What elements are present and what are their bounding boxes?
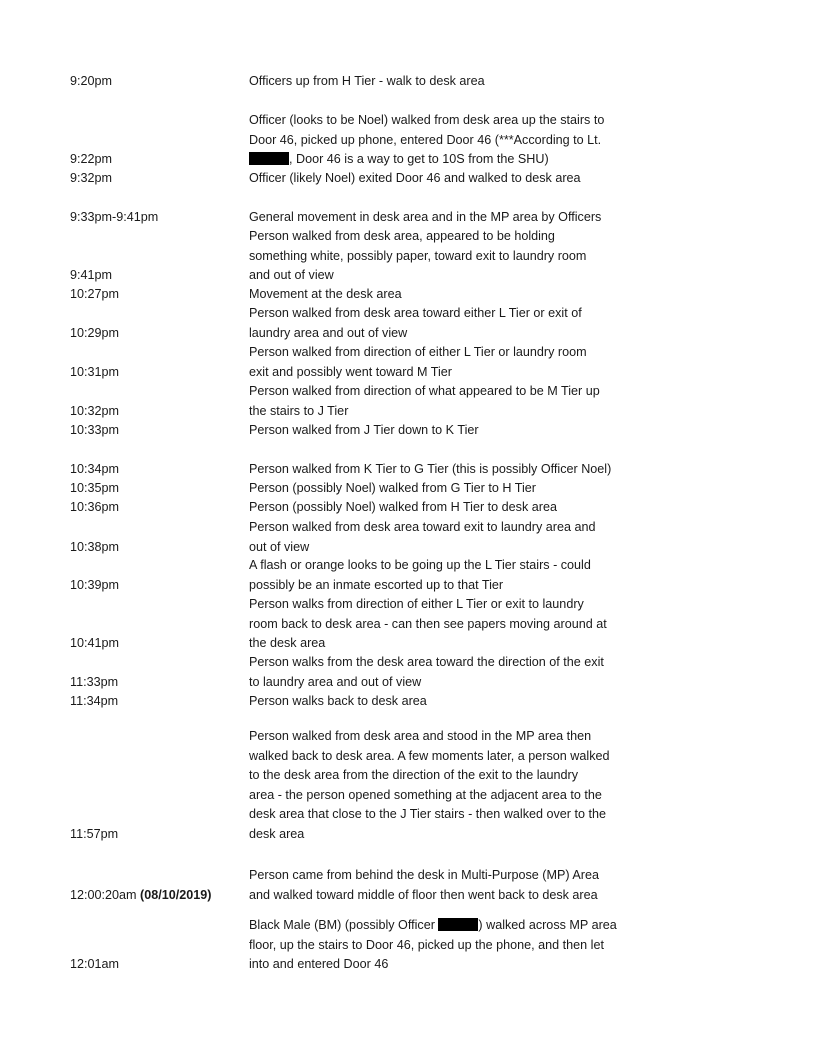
entry-description-line: Officers up from H Tier - walk to desk area bbox=[249, 74, 485, 88]
entry-description-line: Person walked from direction of either L Tier or laundry room bbox=[249, 345, 587, 359]
entry-description bbox=[249, 304, 649, 343]
entry-description bbox=[249, 343, 649, 382]
entry-time bbox=[70, 673, 245, 693]
entry-description-line: to laundry area and out of view bbox=[249, 674, 422, 689]
entry-date: (08/10/2019) bbox=[140, 887, 212, 902]
entry-description-line: desk area that close to the J Tier stairs - then walked over to the bbox=[249, 807, 607, 821]
entry-time bbox=[70, 421, 245, 441]
entry-time-text: 10:36pm bbox=[70, 500, 120, 514]
entry-description-line: General movement in desk area and in the MP area by Officers bbox=[249, 210, 602, 224]
entry-time-text: 10:27pm bbox=[70, 287, 120, 301]
entry-description-line: Person walked from K Tier to G Tier (this is possibly Officer Noel) bbox=[249, 462, 612, 476]
entry-description bbox=[249, 421, 649, 441]
entry-time-text: 9:22pm bbox=[70, 152, 113, 166]
entry-description-line: room back to desk area - can then see papers moving around at bbox=[249, 616, 607, 631]
entry-description-line: Officer (likely Noel) exited Door 46 and walked to desk area bbox=[249, 171, 581, 185]
entry-description bbox=[249, 595, 649, 654]
entry-description bbox=[249, 518, 649, 557]
entry-description bbox=[249, 556, 649, 595]
entry-description bbox=[249, 208, 649, 228]
entry-time bbox=[70, 72, 245, 92]
entry-time-text: 11:33pm bbox=[70, 674, 119, 689]
entry-time bbox=[70, 324, 245, 344]
entry-description-line: laundry area and out of view bbox=[249, 325, 408, 340]
entry-time bbox=[70, 498, 245, 518]
entry-description bbox=[249, 111, 649, 170]
entry-time-text: 10:34pm bbox=[70, 462, 120, 476]
entry-time bbox=[70, 576, 245, 596]
entry-time bbox=[70, 460, 245, 480]
entry-time-text: 12:01am bbox=[70, 957, 120, 971]
entry-time-text: 12:00:20am bbox=[70, 887, 137, 902]
entry-description-line: Door 46, picked up phone, entered Door 46 (***According to Lt. bbox=[249, 132, 602, 147]
entry-description-line: out of view bbox=[249, 539, 310, 554]
entry-description-line: Person walks back to desk area bbox=[249, 694, 427, 708]
entry-time bbox=[70, 208, 245, 228]
entry-time-text: 11:57pm bbox=[70, 826, 119, 841]
entry-time bbox=[70, 538, 245, 558]
entry-description-line: possibly be an inmate escorted up to that Tier bbox=[249, 577, 504, 592]
entry-description-line: A flash or orange looks to be going up the L Tier stairs - could bbox=[249, 558, 591, 572]
entry-description bbox=[249, 653, 649, 692]
entry-description-line: walked back to desk area. A few moments later, a person walked bbox=[249, 748, 610, 763]
entry-time bbox=[70, 266, 245, 286]
entry-time-text: 10:35pm bbox=[70, 481, 120, 495]
redaction-bar bbox=[438, 918, 478, 931]
entry-time bbox=[70, 285, 245, 305]
entry-description-line: the stairs to J Tier bbox=[249, 403, 349, 418]
entry-description-line: the desk area bbox=[249, 636, 326, 650]
entry-time-text: 10:31pm bbox=[70, 364, 120, 379]
entry-description-line: Black Male (BM) (possibly Officer ) walked across MP area bbox=[249, 918, 617, 932]
entry-description bbox=[249, 169, 649, 189]
entry-time-text: 10:29pm bbox=[70, 325, 120, 340]
entry-description-line: Person walks from direction of either L Tier or exit to laundry bbox=[249, 597, 584, 611]
entry-description-line: floor, up the stairs to Door 46, picked up the phone, and then let bbox=[249, 937, 604, 952]
entry-time bbox=[70, 955, 245, 975]
entry-description-line: Person walks from the desk area toward the direction of the exit bbox=[249, 655, 604, 669]
entry-description-line: Movement at the desk area bbox=[249, 287, 402, 301]
entry-description-line: Person walked from desk area toward exit to laundry area and bbox=[249, 520, 596, 534]
entry-description bbox=[249, 227, 649, 286]
entry-description bbox=[249, 916, 649, 975]
entry-description-line: Officer (looks to be Noel) walked from desk area up the stairs to bbox=[249, 113, 605, 127]
entry-time bbox=[70, 825, 245, 845]
entry-description bbox=[249, 460, 649, 480]
entry-time bbox=[70, 150, 245, 170]
entry-time-text: 9:32pm bbox=[70, 171, 113, 185]
entry-time bbox=[70, 402, 245, 422]
entry-description-line: Person walked from direction of what appeared to be M Tier up bbox=[249, 384, 600, 398]
entry-description-line: Person walked from J Tier down to K Tier bbox=[249, 423, 479, 437]
entry-description bbox=[249, 498, 649, 518]
entry-description-line: something white, possibly paper, toward exit to laundry room bbox=[249, 248, 587, 263]
entry-description-line: , Door 46 is a way to get to 10S from the SHU) bbox=[249, 150, 649, 170]
entry-description-line: exit and possibly went toward M Tier bbox=[249, 364, 452, 379]
redaction-bar bbox=[249, 152, 289, 165]
entry-description-line: to the desk area from the direction of the exit to the laundry bbox=[249, 768, 579, 782]
entry-description-line: Person walked from desk area, appeared to be holding bbox=[249, 229, 555, 243]
entry-description-line: Person (possibly Noel) walked from H Tier to desk area bbox=[249, 500, 557, 514]
entry-description-line: area - the person opened something at the adjacent area to the bbox=[249, 787, 602, 802]
entry-time bbox=[70, 363, 245, 383]
entry-time bbox=[70, 479, 245, 499]
entry-time-text: 10:38pm bbox=[70, 539, 120, 554]
entry-time bbox=[70, 692, 245, 712]
entry-time-text: 10:41pm bbox=[70, 636, 120, 650]
entry-time-text: 9:41pm bbox=[70, 268, 113, 282]
entry-description-line: Person (possibly Noel) walked from G Tier to H Tier bbox=[249, 481, 536, 495]
entry-description-line: and out of view bbox=[249, 268, 334, 282]
entry-description-line: and walked toward middle of floor then went back to desk area bbox=[249, 887, 598, 902]
entry-time-text: 10:32pm bbox=[70, 403, 120, 418]
entry-description-line: Person came from behind the desk in Multi-Purpose (MP) Area bbox=[249, 868, 599, 882]
entry-description bbox=[249, 479, 649, 499]
entry-description bbox=[249, 72, 649, 92]
entry-time-text: 9:20pm bbox=[70, 74, 113, 88]
entry-time bbox=[70, 169, 245, 189]
entry-description bbox=[249, 382, 649, 421]
entry-time-text: 10:39pm bbox=[70, 577, 120, 592]
entry-description bbox=[249, 727, 649, 844]
entry-description bbox=[249, 692, 649, 712]
entry-description bbox=[249, 866, 649, 905]
entry-description-line: Person walked from desk area and stood in the MP area then bbox=[249, 729, 592, 743]
entry-description bbox=[249, 285, 649, 305]
entry-time bbox=[70, 634, 245, 654]
entry-time bbox=[70, 886, 245, 906]
entry-time-text: 10:33pm bbox=[70, 423, 120, 437]
entry-description-line: desk area bbox=[249, 826, 305, 841]
entry-description-line: Person walked from desk area toward either L Tier or exit of bbox=[249, 306, 582, 320]
entry-description-line: into and entered Door 46 bbox=[249, 957, 389, 971]
entry-time-text: 9:33pm-9:41pm bbox=[70, 210, 159, 224]
entry-time-text: 11:34pm bbox=[70, 694, 119, 708]
